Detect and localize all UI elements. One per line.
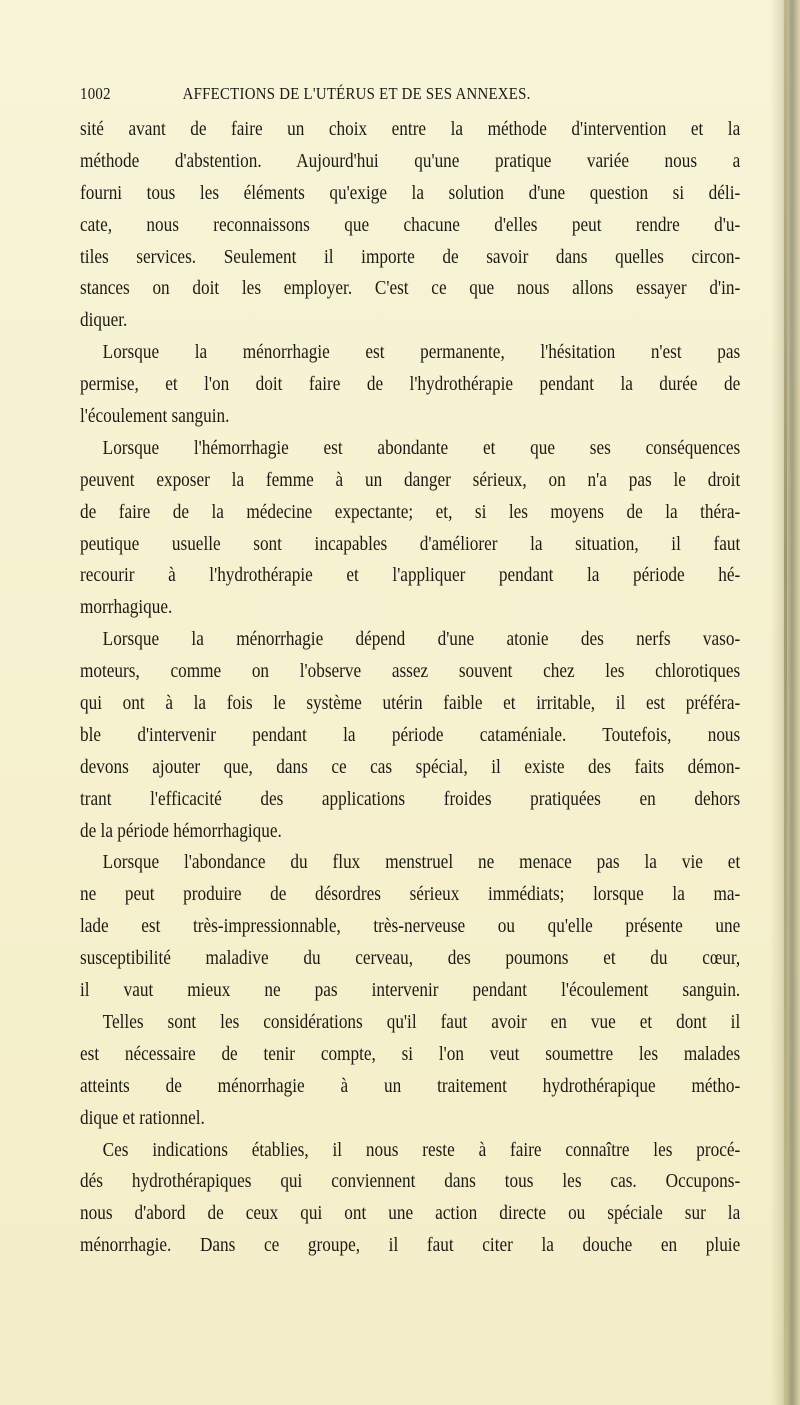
text-line: nous d'abord de ceux qui ont une action directe ou spéciale sur la <box>80 1202 741 1225</box>
text-line: méthode d'abstention. Aujourd'hui qu'une pratique variée nous a <box>80 149 741 172</box>
text-line: stances on doit les employer. C'est ce que nous allons essayer d'in- <box>80 277 741 300</box>
text-line: peuvent exposer la femme à un danger sérieux, on n'a pas le droit <box>80 468 741 491</box>
text-line: de faire de la médecine expectante; et, si les moyens de la théra- <box>80 500 741 523</box>
text-line: cate, nous reconnaissons que chacune d'elles peut rendre d'u- <box>80 213 741 236</box>
text-line: est nécessaire de tenir compte, si l'on veut soumettre les malades <box>80 1042 741 1065</box>
text-line: sité avant de faire un choix entre la méthode d'intervention et la <box>80 118 741 140</box>
text-line: Telles sont les considérations qu'il faut avoir en vue et dont il <box>102 1010 741 1033</box>
body-text <box>80 114 740 1262</box>
text-line: lade est très-impressionnable, très-nerveuse ou qu'elle présente une <box>80 915 741 938</box>
text-line: trant l'efficacité des applications froides pratiquées en dehors <box>80 787 741 810</box>
text-line: Ces indications établies, il nous reste à faire connaître les procé- <box>102 1138 741 1161</box>
text-line: moteurs, comme on l'observe assez souvent chez les chlorotiques <box>80 660 741 683</box>
text-line: atteints de ménorrhagie à un traitement hydrothérapique métho- <box>80 1074 741 1097</box>
running-head-title: AFFECTIONS DE L'UTÉRUS ET DE SES ANNEXES. <box>182 84 531 103</box>
text-line: devons ajouter que, dans ce cas spécial, il existe des faits démon- <box>80 755 741 778</box>
text-line: permise, et l'on doit faire de l'hydrothérapie pendant la durée de <box>80 373 741 396</box>
text-line: Lorsque la ménorrhagie dépend d'une atonie des nerfs vaso- <box>102 628 741 651</box>
page-gutter-shadow <box>784 0 787 1405</box>
text-line: ménorrhagie. Dans ce groupe, il faut citer la douche en pluie <box>80 1234 741 1257</box>
running-head <box>80 84 665 108</box>
text-line: de la période hémorrhagique. <box>80 819 282 842</box>
text-line: fourni tous les éléments qu'exige la solution d'une question si déli- <box>80 181 741 204</box>
text-line: susceptibilité maladive du cerveau, des poumons et du cœur, <box>80 947 741 970</box>
text-line: recourir à l'hydrothérapie et l'appliquer pendant la période hé- <box>80 564 741 587</box>
text-line: dés hydrothérapiques qui conviennent dans tous les cas. Occupons- <box>80 1170 741 1193</box>
text-line: tiles services. Seulement il importe de savoir dans quelles circon- <box>80 245 741 268</box>
text-line: diquer. <box>80 309 128 332</box>
text-line: Lorsque l'hémorrhagie est abondante et que ses conséquences <box>102 436 741 459</box>
text-line: morrhagique. <box>80 596 173 619</box>
page-number: 1002 <box>80 84 111 103</box>
text-line: ble d'intervenir pendant la période cataméniale. Toutefois, nous <box>80 723 741 746</box>
text-line: qui ont à la fois le système utérin faible et irritable, il est préféra- <box>80 692 741 715</box>
text-line: peutique usuelle sont incapables d'améliorer la situation, il faut <box>80 532 741 555</box>
text-line: Lorsque l'abondance du flux menstruel ne menace pas la vie et <box>102 851 741 874</box>
text-line: il vaut mieux ne pas intervenir pendant l'écoulement sanguin. <box>80 979 741 1002</box>
text-line: Lorsque la ménorrhagie est permanente, l'hésitation n'est pas <box>102 341 741 364</box>
text-line: l'écoulement sanguin. <box>80 405 230 428</box>
text-line: dique et rationnel. <box>80 1106 205 1129</box>
text-line: ne peut produire de désordres sérieux immédiats; lorsque la ma- <box>80 883 741 906</box>
